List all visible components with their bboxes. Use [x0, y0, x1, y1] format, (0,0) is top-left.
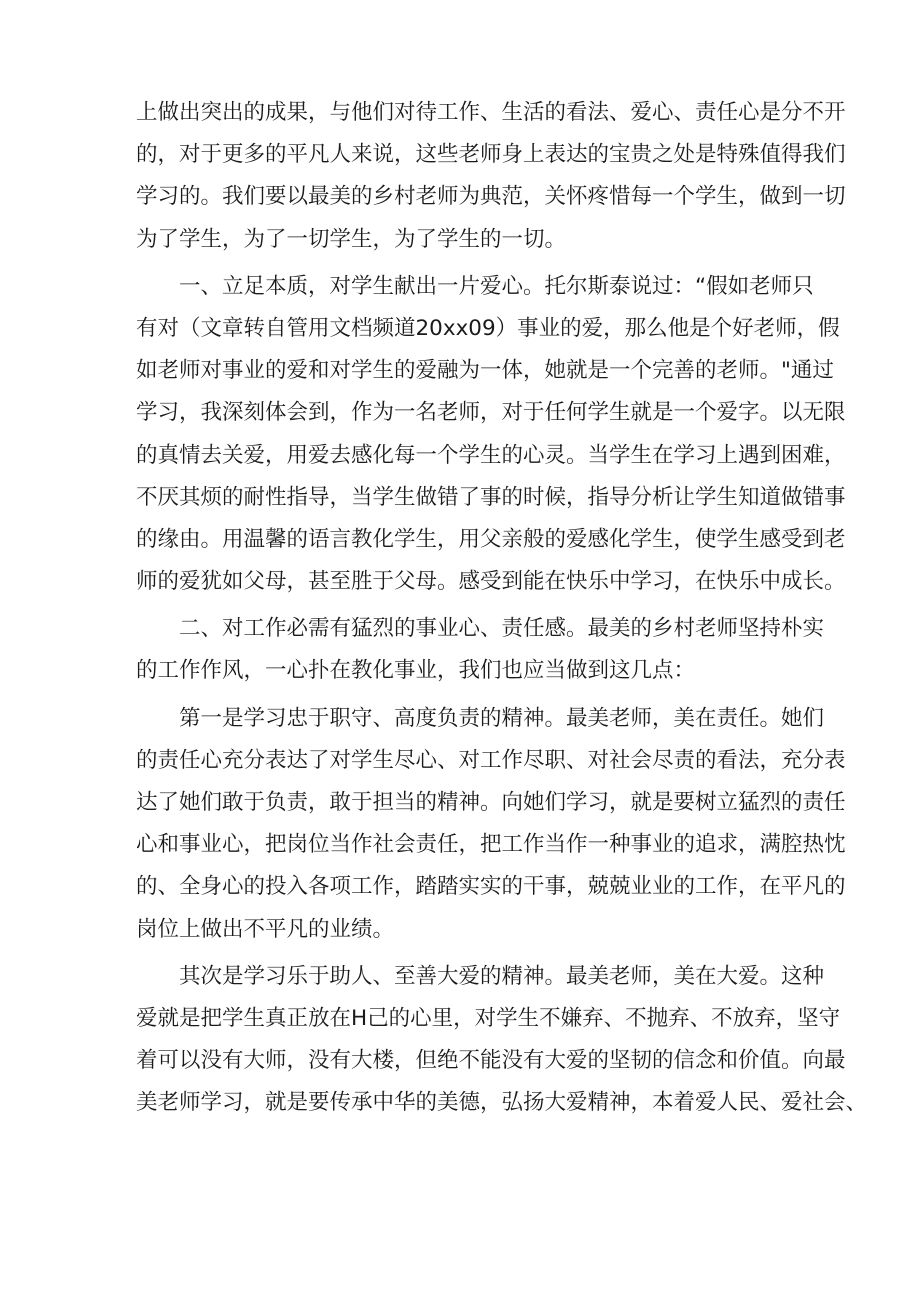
text-line: 达了她们敢于负责，敢于担当的精神。向她们学习，就是要树立猛烈的责任	[136, 790, 846, 815]
text-line: 第一是学习忠于职守、高度负责的精神。最美老师，美在责任。她们	[179, 705, 825, 731]
text-line: 心和事业心，把岗位当作社会责任，把工作当作一种事业的追求，满腔热忱	[136, 832, 846, 858]
paragraph-love	[136, 266, 846, 604]
text-line: 岗位上做出不平凡的业绩。	[136, 916, 395, 942]
text-line: 不厌其烦的耐性指导，当学生做错了事的时候，指导分析让学生知道做错事	[136, 484, 846, 510]
text-line: 其次是学习乐于助人、至善大爱的精神。最美老师，美在大爱。这种	[179, 963, 825, 989]
paragraph-first	[136, 698, 846, 951]
text-line: 学习，我深刻体会到，作为一名老师，对于任何学生就是一个爱字。以无限	[136, 400, 846, 426]
text-line: 有对（文章转自管用文档频道20xx09）事业的爱，那么他是个好老师，假	[136, 315, 840, 341]
text-line: 为了学生，为了一切学生，为了学生的一切。	[136, 226, 567, 252]
text-line: 如老师对事业的爱和对学生的爱融为一体，她就是一个完善的老师。"通过	[136, 358, 834, 384]
text-line: 的真情去关爱，用爱去感化每一个学生的心灵。当学生在学习上遇到困难，	[136, 442, 846, 468]
text-line: 的工作作风，一心扑在教化事业，我们也应当做到这几点：	[136, 658, 696, 684]
text-line: 师的爱犹如父母，甚至胜于父母。感受到能在快乐中学习，在快乐中成长。	[136, 569, 846, 595]
text-line: 爱就是把学生真正放在H己的心里，对学生不嫌弃、不抛弃、不放弃，坚守	[136, 1005, 841, 1031]
text-line: 一、立足本质，对学生献出一片爱心。托尔斯泰说过：“假如老师只	[179, 273, 814, 299]
text-line: 美老师学习，就是要传承中华的美德，弘扬大爱精神，本着爱人民、爱社会、	[136, 1090, 868, 1116]
text-line: 着可以没有大师，没有大楼，但绝不能没有大爱的坚韧的信念和价值。向最	[136, 1048, 846, 1074]
paragraph-intro	[136, 92, 846, 261]
text-line: 上做出突出的成果，与他们对待工作、生活的看法、爱心、责任心是分不开	[136, 100, 846, 125]
text-line: 的责任心充分表达了对学生尽心、对工作尽职、对社会尽责的看法，充分表	[136, 747, 846, 773]
text-line: 二、对工作必需有猛烈的事业心、责任感。最美的乡村老师坚持朴实	[179, 616, 825, 642]
text-line: 的，对于更多的平凡人来说，这些老师身上表达的宝贵之处是特殊值得我们	[136, 142, 846, 168]
text-line: 学习的。我们要以最美的乡村老师为典范，关怀疼惜每一个学生，做到一切	[136, 184, 846, 210]
paragraph-second	[136, 956, 868, 1125]
text-line: 的缘由。用温馨的语言教化学生，用父亲般的爱感化学生，使学生感受到老	[136, 526, 846, 552]
document-page	[136, 92, 868, 1125]
paragraph-responsibility	[136, 608, 825, 692]
text-line: 的、全身心的投入各项工作，踏踏实实的干事，兢兢业业的工作，在平凡的	[136, 874, 846, 900]
